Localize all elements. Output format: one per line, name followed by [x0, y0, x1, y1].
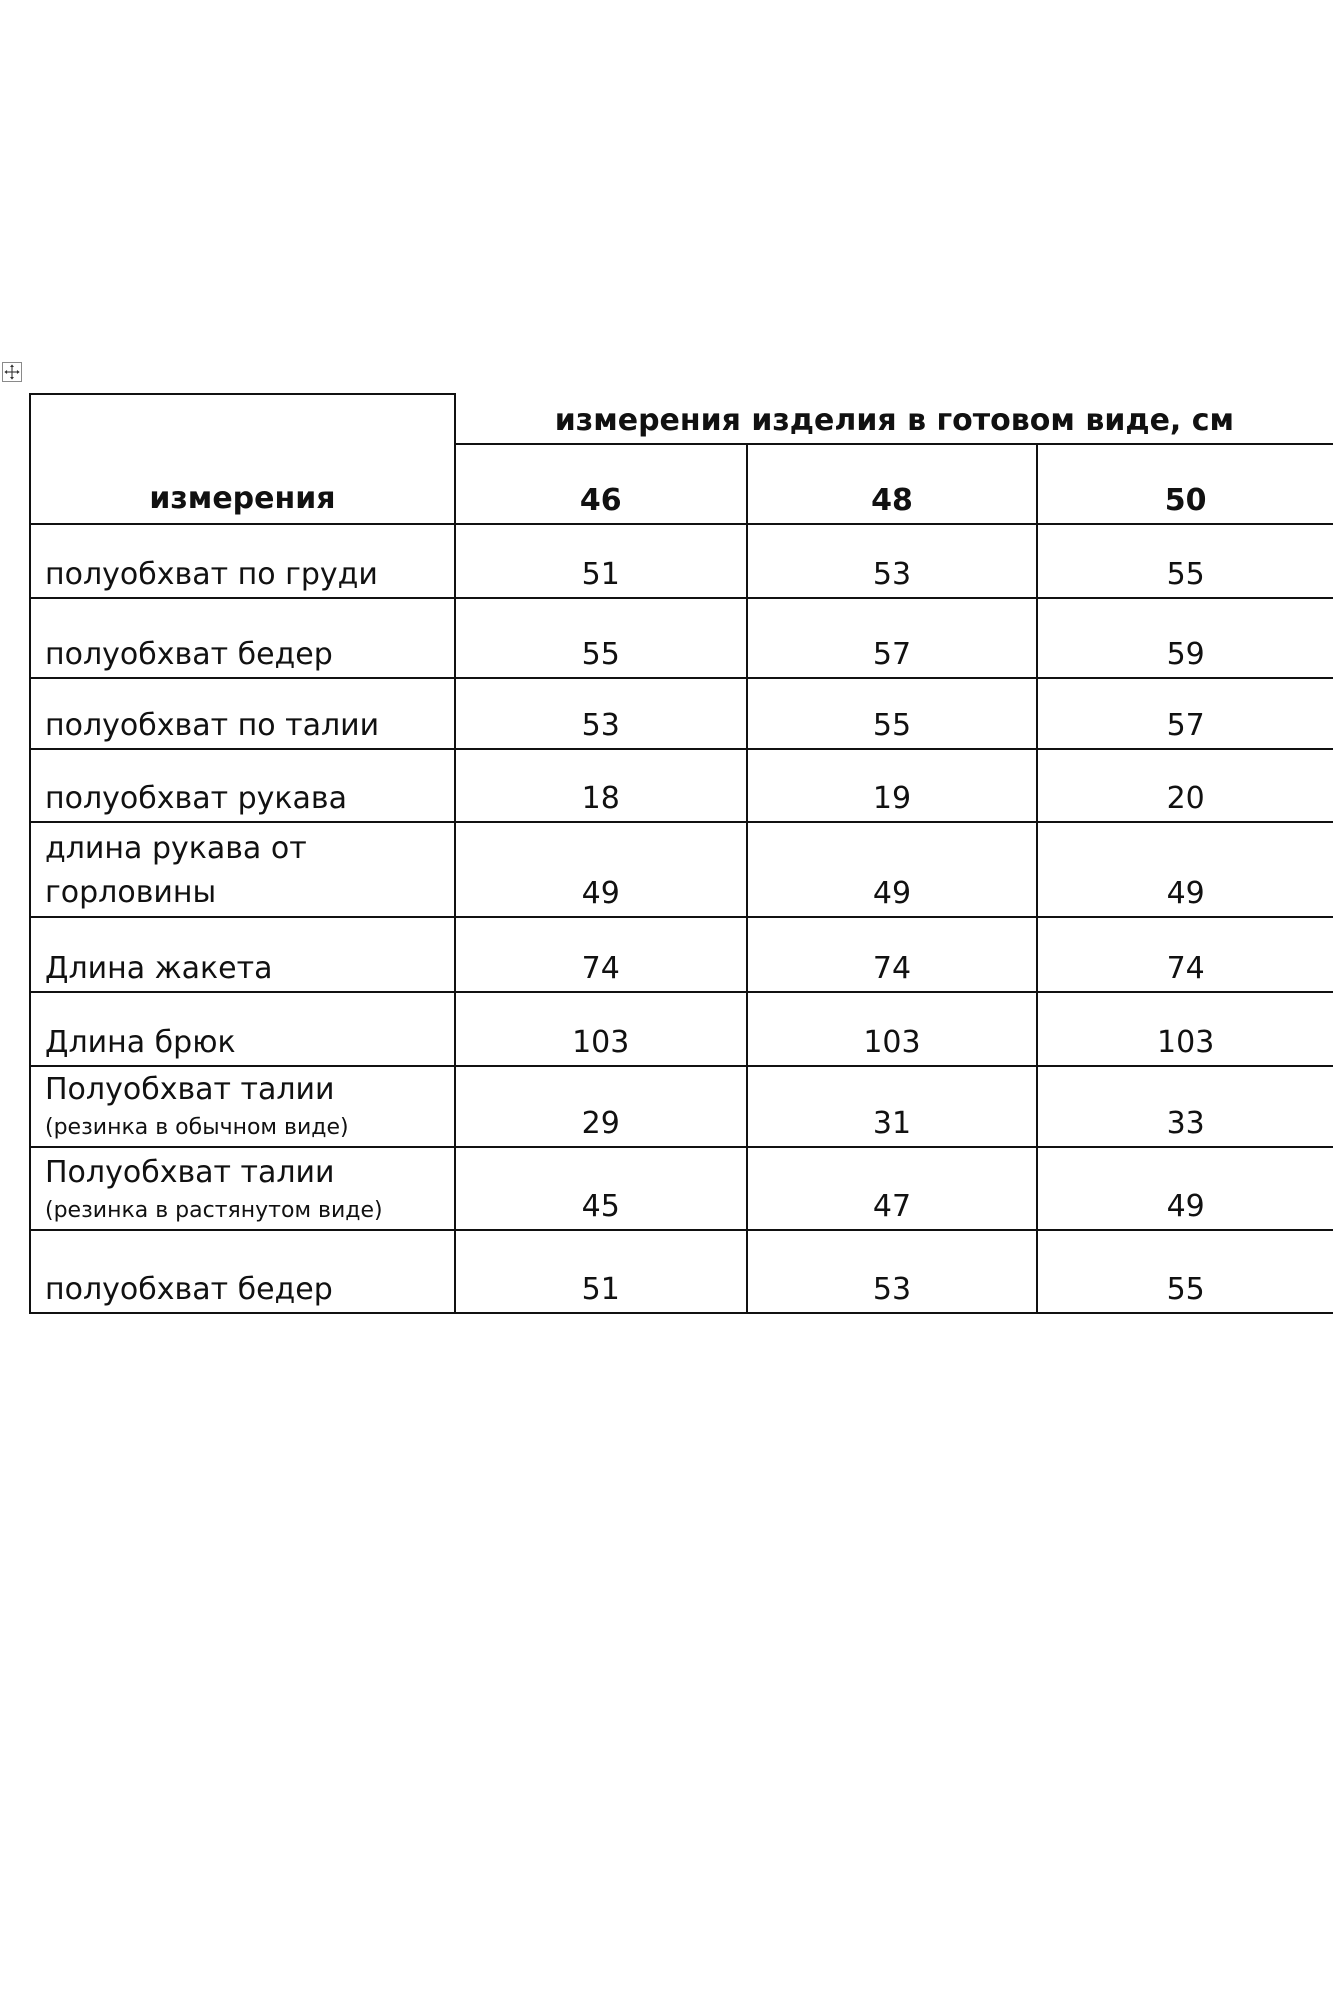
- value-cell: 45: [455, 1147, 747, 1230]
- value-cell: 57: [747, 598, 1038, 678]
- move-arrows-icon: [3, 363, 21, 381]
- measure-label: полуобхват рукава: [30, 749, 455, 822]
- measure-label: [30, 1066, 455, 1147]
- value-cell: 49: [455, 822, 747, 917]
- value-cell: 55: [1037, 1230, 1333, 1313]
- value-cell: 51: [455, 1230, 747, 1313]
- value-cell: 20: [1037, 749, 1333, 822]
- measure-label-main: Полуобхват талии: [45, 1155, 335, 1190]
- value-cell: 53: [455, 678, 747, 749]
- header-row-group: [30, 394, 1333, 444]
- measure-label-note: (резинка в растянутом виде): [45, 1198, 383, 1223]
- table-row: [30, 749, 1333, 822]
- value-cell: 53: [747, 1230, 1038, 1313]
- table-row: [30, 524, 1333, 598]
- measure-label: полуобхват по груди: [30, 524, 455, 598]
- value-cell: 47: [747, 1147, 1038, 1230]
- table-row: [30, 1147, 1333, 1230]
- measure-label: полуобхват бедер: [30, 1230, 455, 1313]
- measure-label: полуобхват по талии: [30, 678, 455, 749]
- value-cell: 29: [455, 1066, 747, 1147]
- value-cell: 33: [1037, 1066, 1333, 1147]
- table-row: [30, 1230, 1333, 1313]
- size-chart-table: [29, 393, 1333, 1314]
- value-cell: 55: [455, 598, 747, 678]
- measure-label-main: Полуобхват талии: [45, 1072, 335, 1107]
- value-cell: 103: [747, 992, 1038, 1066]
- value-cell: 49: [747, 822, 1038, 917]
- table-row: [30, 678, 1333, 749]
- value-cell: 53: [747, 524, 1038, 598]
- value-cell: 49: [1037, 1147, 1333, 1230]
- value-cell: 19: [747, 749, 1038, 822]
- value-cell: 18: [455, 749, 747, 822]
- value-cell: 103: [455, 992, 747, 1066]
- value-cell: 74: [455, 917, 747, 992]
- group-header: измерения изделия в готовом виде, см: [455, 394, 1333, 444]
- measure-label: Длина жакета: [30, 917, 455, 992]
- table-row: [30, 598, 1333, 678]
- measure-label: полуобхват бедер: [30, 598, 455, 678]
- value-cell: 57: [1037, 678, 1333, 749]
- size-header: 46: [455, 444, 747, 524]
- size-header: 50: [1037, 444, 1333, 524]
- value-cell: 51: [455, 524, 747, 598]
- value-cell: 59: [1037, 598, 1333, 678]
- table-row: [30, 1066, 1333, 1147]
- value-cell: 74: [1037, 917, 1333, 992]
- value-cell: 55: [747, 678, 1038, 749]
- measure-header: измерения: [30, 394, 455, 524]
- table-row: [30, 917, 1333, 992]
- measure-label: [30, 1147, 455, 1230]
- table-move-handle-icon[interactable]: [2, 362, 22, 382]
- value-cell: 49: [1037, 822, 1333, 917]
- value-cell: 55: [1037, 524, 1333, 598]
- table-row: [30, 822, 1333, 917]
- value-cell: 74: [747, 917, 1038, 992]
- table-row: [30, 992, 1333, 1066]
- measure-label-note: (резинка в обычном виде): [45, 1115, 349, 1140]
- value-cell: 103: [1037, 992, 1333, 1066]
- value-cell: 31: [747, 1066, 1038, 1147]
- measure-label: Длина брюк: [30, 992, 455, 1066]
- measure-label: длина рукава от горловины: [30, 822, 455, 917]
- size-header: 48: [747, 444, 1038, 524]
